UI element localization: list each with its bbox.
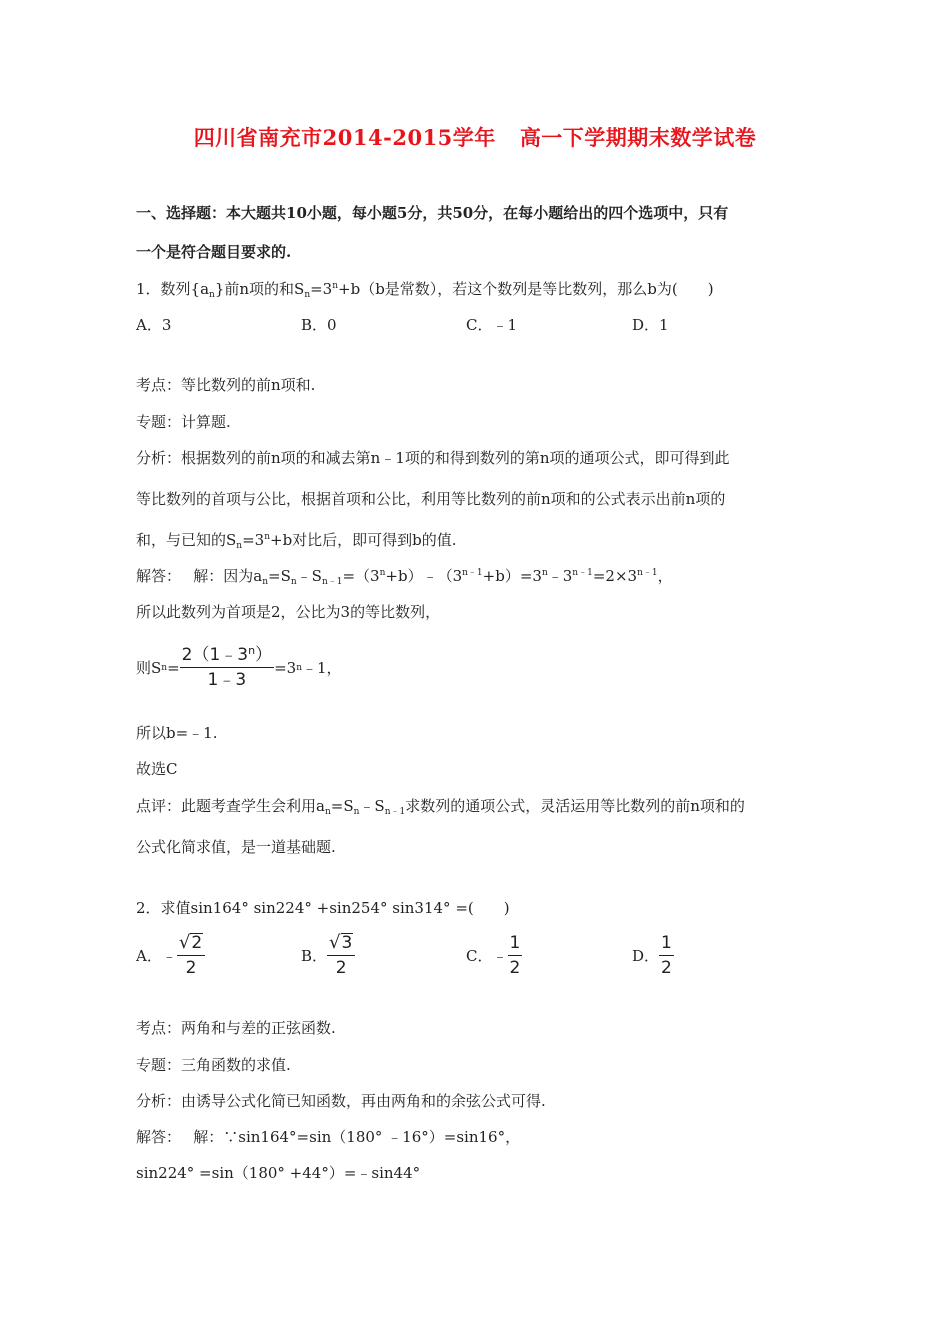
title-part-1: 四川省南充市2014-2015学年 xyxy=(193,125,496,150)
q1-jieda: 解答： 解：因为$a_n=S_n﹣S_{n﹣1}=(3^n+b)﹣(3^{n﹣1}+b)=3^n﹣3^{n﹣1}=2\times 3^{n﹣1}$， xyxy=(136,567,673,587)
title-part-2: 高一下学期期末数学试卷 xyxy=(519,125,757,150)
q1-dianping-line-1: 点评：此题考查学生会利用$a_n=S_n﹣S_{n﹣1}$求数列的通项公式，灵活运用等比数列的前n项和的 xyxy=(136,797,745,817)
q2-option-b: B． √ 3 2 xyxy=(301,933,355,978)
q2-jieda: 解答： 解：∵sin164°=sin（180° ﹣16°）=sin16°， xyxy=(136,1128,521,1146)
q1-sum-formula: 则S n = $\frac{2(1﹣3^n)}{1﹣3}$ =3 n ﹣1， xyxy=(136,644,342,690)
q2-option-c: C． ﹣ $\frac{1}{2}$ xyxy=(466,933,521,978)
q2-option-d: D． $\frac{1}{2}$ xyxy=(632,933,672,978)
q1-option-c: C．﹣1 xyxy=(466,316,518,334)
q2-fenxi: 分析：由诱导公式化简已知函数，再由两角和的余弦公式可得. xyxy=(136,1092,546,1110)
q1-fenxi-line-2: 等比数列的首项与公比，根据首项和公比，利用等比数列的前n项和的公式表示出前n项的 xyxy=(136,490,726,508)
sum-fraction: $\frac{2(1﹣3^n)}{1﹣3}$ xyxy=(181,644,273,690)
q2-zhuanti: 专题：三角函数的求值. xyxy=(136,1056,291,1074)
q1-stem: 1．数列$\{a_n\}$前n项的和$S_n=3^n+b(b$是常数），若这个数列是等比数列，那么b为( ) xyxy=(136,280,714,300)
section-heading-line-1: 一、选择题：本大题共10小题，每小题5分，共50分，在每小题给出的四个选项中，只有 xyxy=(136,204,729,222)
q2-jieda-line-2: sin224° =sin（180° +44°）=﹣sin44° xyxy=(136,1164,421,1182)
q1-option-a: A．3 xyxy=(136,316,172,334)
q1-kaodian: 考点：等比数列的前n项和. xyxy=(136,376,316,394)
q1-suoyi-b: 所以b=﹣1. xyxy=(136,724,218,742)
q1-zhuanti: 专题：计算题. xyxy=(136,413,231,431)
q1-suoyi-line: 所以此数列为首项是2，公比为3的等比数列， xyxy=(136,603,441,621)
q1-fenxi-line-3: 和，与已知的$S_n=3^n+b$对比后，即可得到b的值. xyxy=(136,531,457,551)
section-heading-line-2: 一个是符合题目要求的. xyxy=(136,243,292,261)
q1-option-d: D．1 xyxy=(632,316,669,334)
q1-fenxi-line-1: 分析：根据数列的前n项的和减去第n﹣1项的和得到数列的第n项的通项公式，即可得到此 xyxy=(136,449,730,467)
q2-kaodian: 考点：两角和与差的正弦函数. xyxy=(136,1019,336,1037)
q2-stem: 2．求值sin164° sin224° +sin254° sin314° =( ) xyxy=(136,899,510,917)
q1-dianping-line-2: 公式化简求值，是一道基础题. xyxy=(136,838,336,856)
q2-option-a: A． ﹣ √ 2 2 xyxy=(136,933,205,978)
q1-guxuan: 故选C xyxy=(136,760,178,778)
q1-option-b: B．0 xyxy=(301,316,337,334)
document-title xyxy=(0,122,950,152)
